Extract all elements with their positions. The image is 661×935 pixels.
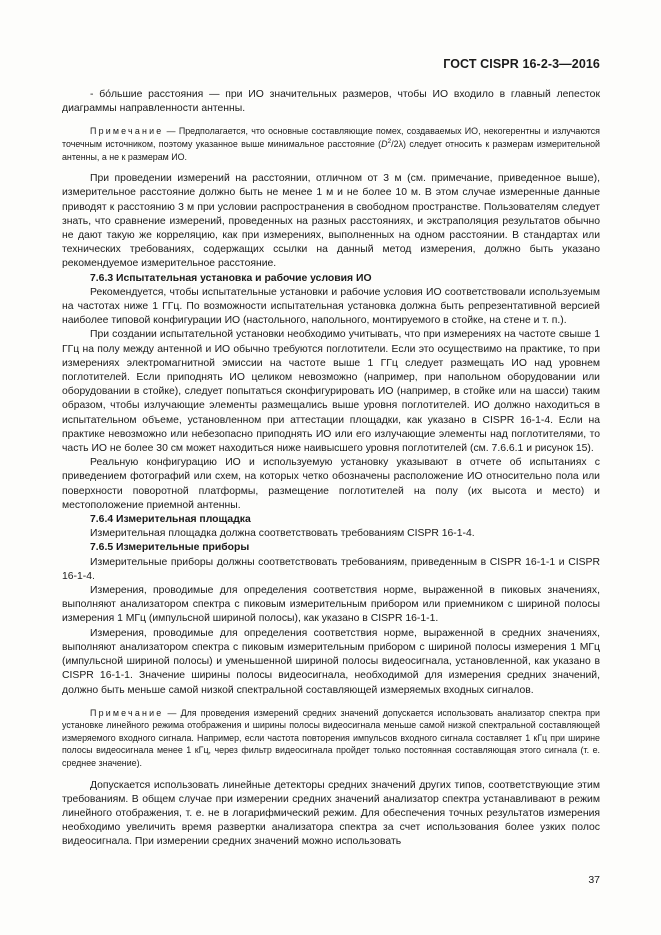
paragraph-large-distance: - бо́льшие расстояния — при ИО значительных размеров, чтобы ИО входило в главный лепесток диаграммы направленности антенны. xyxy=(62,89,600,115)
heading-7-6-3: 7.6.3 Испытательная установка и рабочие условия ИО xyxy=(90,272,372,284)
document-header: ГОСТ CISPR 16-2-3—2016 xyxy=(443,57,600,71)
paragraph-site: Измерительная площадка должна соответствовать требованиям CISPR 16-1-4. xyxy=(90,528,475,540)
paragraph-average: Измерения, проводимые для определения соответствия норме, выраженной в средних значениях, выполняют анализатором спектра с пиковым измерительным прибором с шириной полосы измерения 1 МГц (импульсной шириной полосы) и уменьшенной шириной полосы видеосигнала, установленной, как указано в CISPR 16-1-1. Значение ширины полосы видеосигнала, необходимой для измерения средних значений, должно быть меньше самой низкой спектральной составляющей измеряемых входных сигналов. xyxy=(62,627,600,696)
paragraph-instruments: Измерительные приборы должны соответствовать требованиям, приведенным в CISPR 16-1-1 и CISPR 16-1-4. xyxy=(62,556,600,582)
note-2-text: Для проведения измерений средних значений допускается использовать анализатор спектра при установке линейного режима отображения и ширины полосы видеосигнала меньше самой низкой спектральной составляющей измеряемого входного сигнала. Например, если частота повторения импульсов входного сигнала составляет 1 кГц при ширине полосы видеосигнала менее 1 кГц, через фильтр видеосигнала пройдет только постоянная составляющая этого сигнала (т. е. среднее значение). xyxy=(62,707,601,769)
paragraph-report: Реальную конфигурацию ИО и используемую установку указывают в отчете об испытаниях с приведением фотографий или схем, на которых четко обозначены расположение ИО относительно пола или поверхности поворотной платформы, размещение поглотителей на полу (их высота и место) и местоположение приемной антенны. xyxy=(62,457,600,511)
paragraph-linear: Допускается использовать линейные детекторы средних значений других типов, соответствующие этим требованиям. В общем случае при измерении средних значений анализатор спектра устанавливают в режим линейного отображения, т. е. не в логарифмический режим. Для обеспечения точных результатов измерения необходимо увеличить время развертки анализатора спектра за счет использования более узких полос видеосигнала. При измерении средних значений можно использовать xyxy=(62,779,600,848)
note-2: Примечание — Для проведения измерений средних значений допускается использовать анализатор спектра при установке линейного режима отображения и ширины полосы видеосигнала меньше самой низкой спектральной составляющей измеряемого входного сигнала. Например, если частота повторения импульсов входного сигнала составляет 1 кГц при ширине полосы видеосигнала менее 1 кГц, через фильтр видеосигнала пройдет только постоянная составляющая этого сигнала (т. е. среднее значение). xyxy=(62,707,601,769)
note-1-text-a: Предполагается, что основные составляющие помех, создаваемых ИО, некогерентны и излучаются точечным источником, поэтому указанное выше минимальное расстояние ( xyxy=(62,126,600,149)
paragraph-distance: При проведении измерений на расстоянии, отличном от 3 м (см. примечание, приведенное выше), измерительное расстояние должно быть не менее 1 м и не более 10 м. В этом случае измеренные данные приводят к расстоянию 3 м при условии распространения в свободном пространстве. Пользователям следует знать, что сравнение измерений, проведенных на разных расстояниях, и экстраполяция результатов обычно не дают такую же корреляцию, как при измерениях, выполненных на одном расстоянии. В стандартах или технических требованиях, содержащих ссылки на данный метод измерения, должно быть указано рекомендуемое измерительное расстояние. xyxy=(62,173,600,270)
note-label: Примечание xyxy=(90,126,164,137)
paragraph-setup: При создании испытательной установки необходимо учитывать, что при измерениях на частоте свыше 1 ГГц на полу между антенной и ИО обычно требуются поглотители. Если это осуществимо на практике, то при измерениях электромагнитной эмиссии на частоте выше 1 ГГц следует размещать ИО над уровнем поглотителей. Если приподнять ИО целиком невозможно (например, при напольном оборудовании или оборудовании в стойке), следует попытаться сконфигурировать ИО (например, в стойке или на шасси) таким образом, чтобы излучающие элементы размещались выше уровня поглотителей. ИО должно находиться в испытательном объеме, установленном при аттестации площадки, как указано в CISPR 16-1-4. Если на практике невозможно или небезопасно приподнять ИО или его излучающие элементы над поглотителями, то часть ИО не более 30 см может находиться ниже наивысшего уровня поглотителей (см. 7.6.6.1 и рисунок 15). xyxy=(62,329,600,455)
note-label: Примечание xyxy=(90,707,164,718)
note-1: Примечание — Предполагается, что основные составляющие помех, создаваемых ИО, некогерентны и излучаются точечным источником, поэтому указанное выше минимальное расстояние $(D^2/2\lambda)$ следует относить к размерам измерительной антенны, а не к размерам ИО. xyxy=(62,126,600,162)
heading-7-6-5: 7.6.5 Измерительные приборы xyxy=(90,542,250,554)
page-number: 37 xyxy=(588,874,600,886)
paragraph-peak: Измерения, проводимые для определения соответствия норме, выраженной в пиковых значениях, выполняют анализатором спектра с пиковым измерительным прибором или приемником с шириной полосы измерения 1 МГц (импульсной шириной полосы), как указано в CISPR 16-1-1. xyxy=(62,585,600,625)
paragraph-recommend: Рекомендуется, чтобы испытательные установки и рабочие условия ИО соответствовали используемым на частотах ниже 1 ГГц. По возможности испытательная установка должна быть репрезентативной версией наиболее типовой конфигурации ИО (настольного, напольного, монтируемого в стойке, на стене и т. п.). xyxy=(62,286,600,327)
formula-sup: 2 xyxy=(387,138,392,146)
formula-base: D xyxy=(381,139,388,149)
formula-rest: /2λ xyxy=(391,139,404,149)
heading-7-6-4: 7.6.4 Измерительная площадка xyxy=(90,514,251,526)
document-body xyxy=(62,88,600,850)
note-1-text-b: ) следует относить к размерам измерительной антенны, а не к размерам ИО. xyxy=(62,139,600,162)
